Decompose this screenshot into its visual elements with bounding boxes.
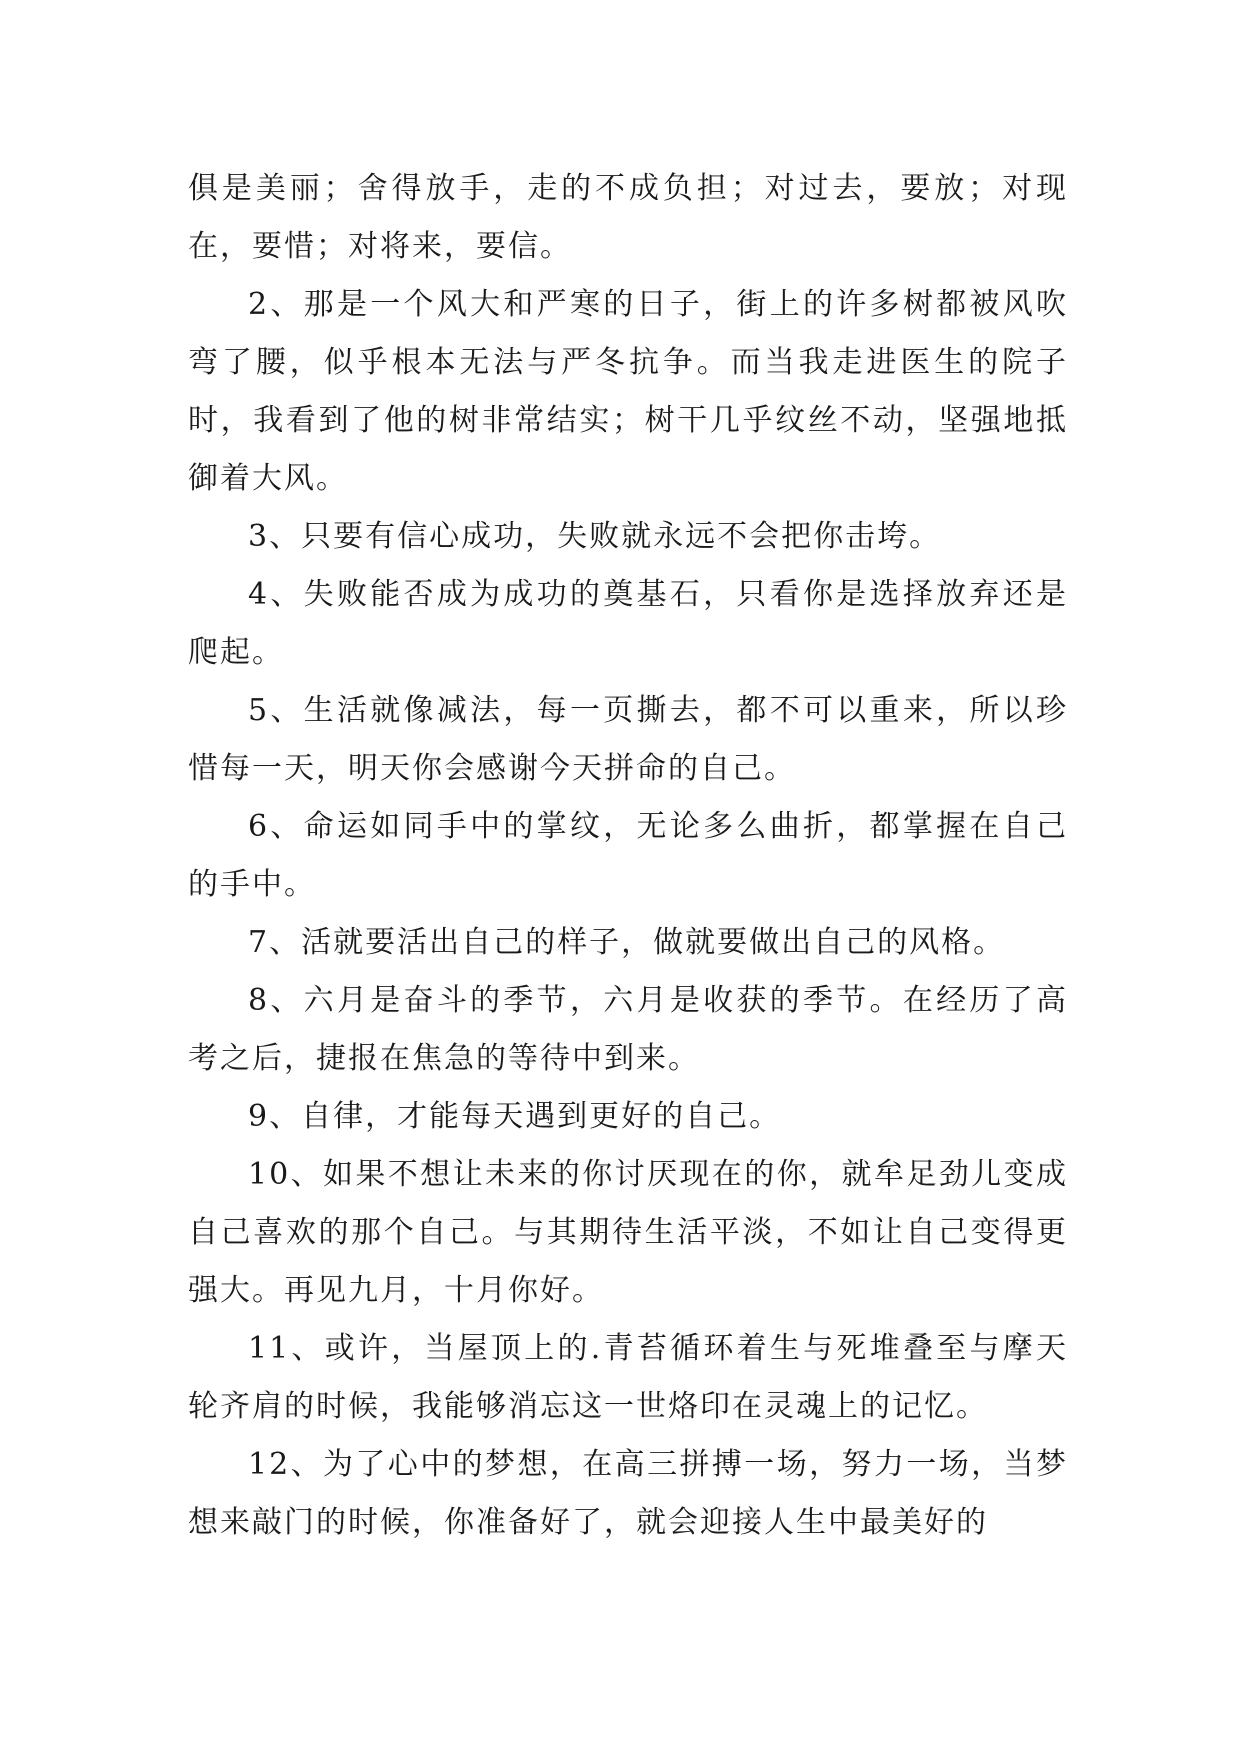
paragraph-item-3: 3、只要有信心成功，失败就永远不会把你击垮。 bbox=[248, 519, 942, 554]
paragraph-item-7: 7、活就要活出自己的样子，做就要做出自己的风格。 bbox=[248, 925, 1006, 960]
paragraph-item-11: 11、或许，当屋顶上的.青苔循环着生与死堆叠至与摩天轮齐肩的时候，我能够消忘这一世烙印在灵魂上的记忆。 bbox=[188, 1331, 1068, 1424]
paragraph-item-4: 4、失败能否成为成功的奠基石，只看你是选择放弃还是爬起。 bbox=[188, 577, 1068, 670]
paragraph-continuation: 俱是美丽；舍得放手，走的不成负担；对过去，要放；对现在，要惜；对将来，要信。 bbox=[188, 171, 1068, 264]
paragraph-item-8: 8、六月是奋斗的季节，六月是收获的季节。在经历了高考之后，捷报在焦急的等待中到来。 bbox=[188, 983, 1068, 1076]
document-page bbox=[188, 160, 1068, 1552]
paragraph-item-2: 2、那是一个风大和严寒的日子，街上的许多树都被风吹弯了腰，似乎根本无法与严冬抗争。而当我走进医生的院子时，我看到了他的树非常结实；树干几乎纹丝不动，坚强地抵御着大风。 bbox=[188, 287, 1068, 496]
paragraph-item-10: 10、如果不想让未来的你讨厌现在的你，就牟足劲儿变成自己喜欢的那个自己。与其期待生活平淡，不如让自己变得更强大。再见九月，十月你好。 bbox=[188, 1157, 1068, 1308]
paragraph-item-5: 5、生活就像减法，每一页撕去，都不可以重来，所以珍惜每一天，明天你会感谢今天拼命的自己。 bbox=[188, 693, 1068, 786]
paragraph-item-6: 6、命运如同手中的掌纹，无论多么曲折，都掌握在自己的手中。 bbox=[188, 809, 1068, 902]
paragraph-item-9: 9、自律，才能每天遇到更好的自己。 bbox=[248, 1099, 782, 1134]
paragraph-item-12: 12、为了心中的梦想，在高三拼搏一场，努力一场，当梦想来敲门的时候，你准备好了，就会迎接人生中最美好的 bbox=[188, 1447, 1068, 1540]
